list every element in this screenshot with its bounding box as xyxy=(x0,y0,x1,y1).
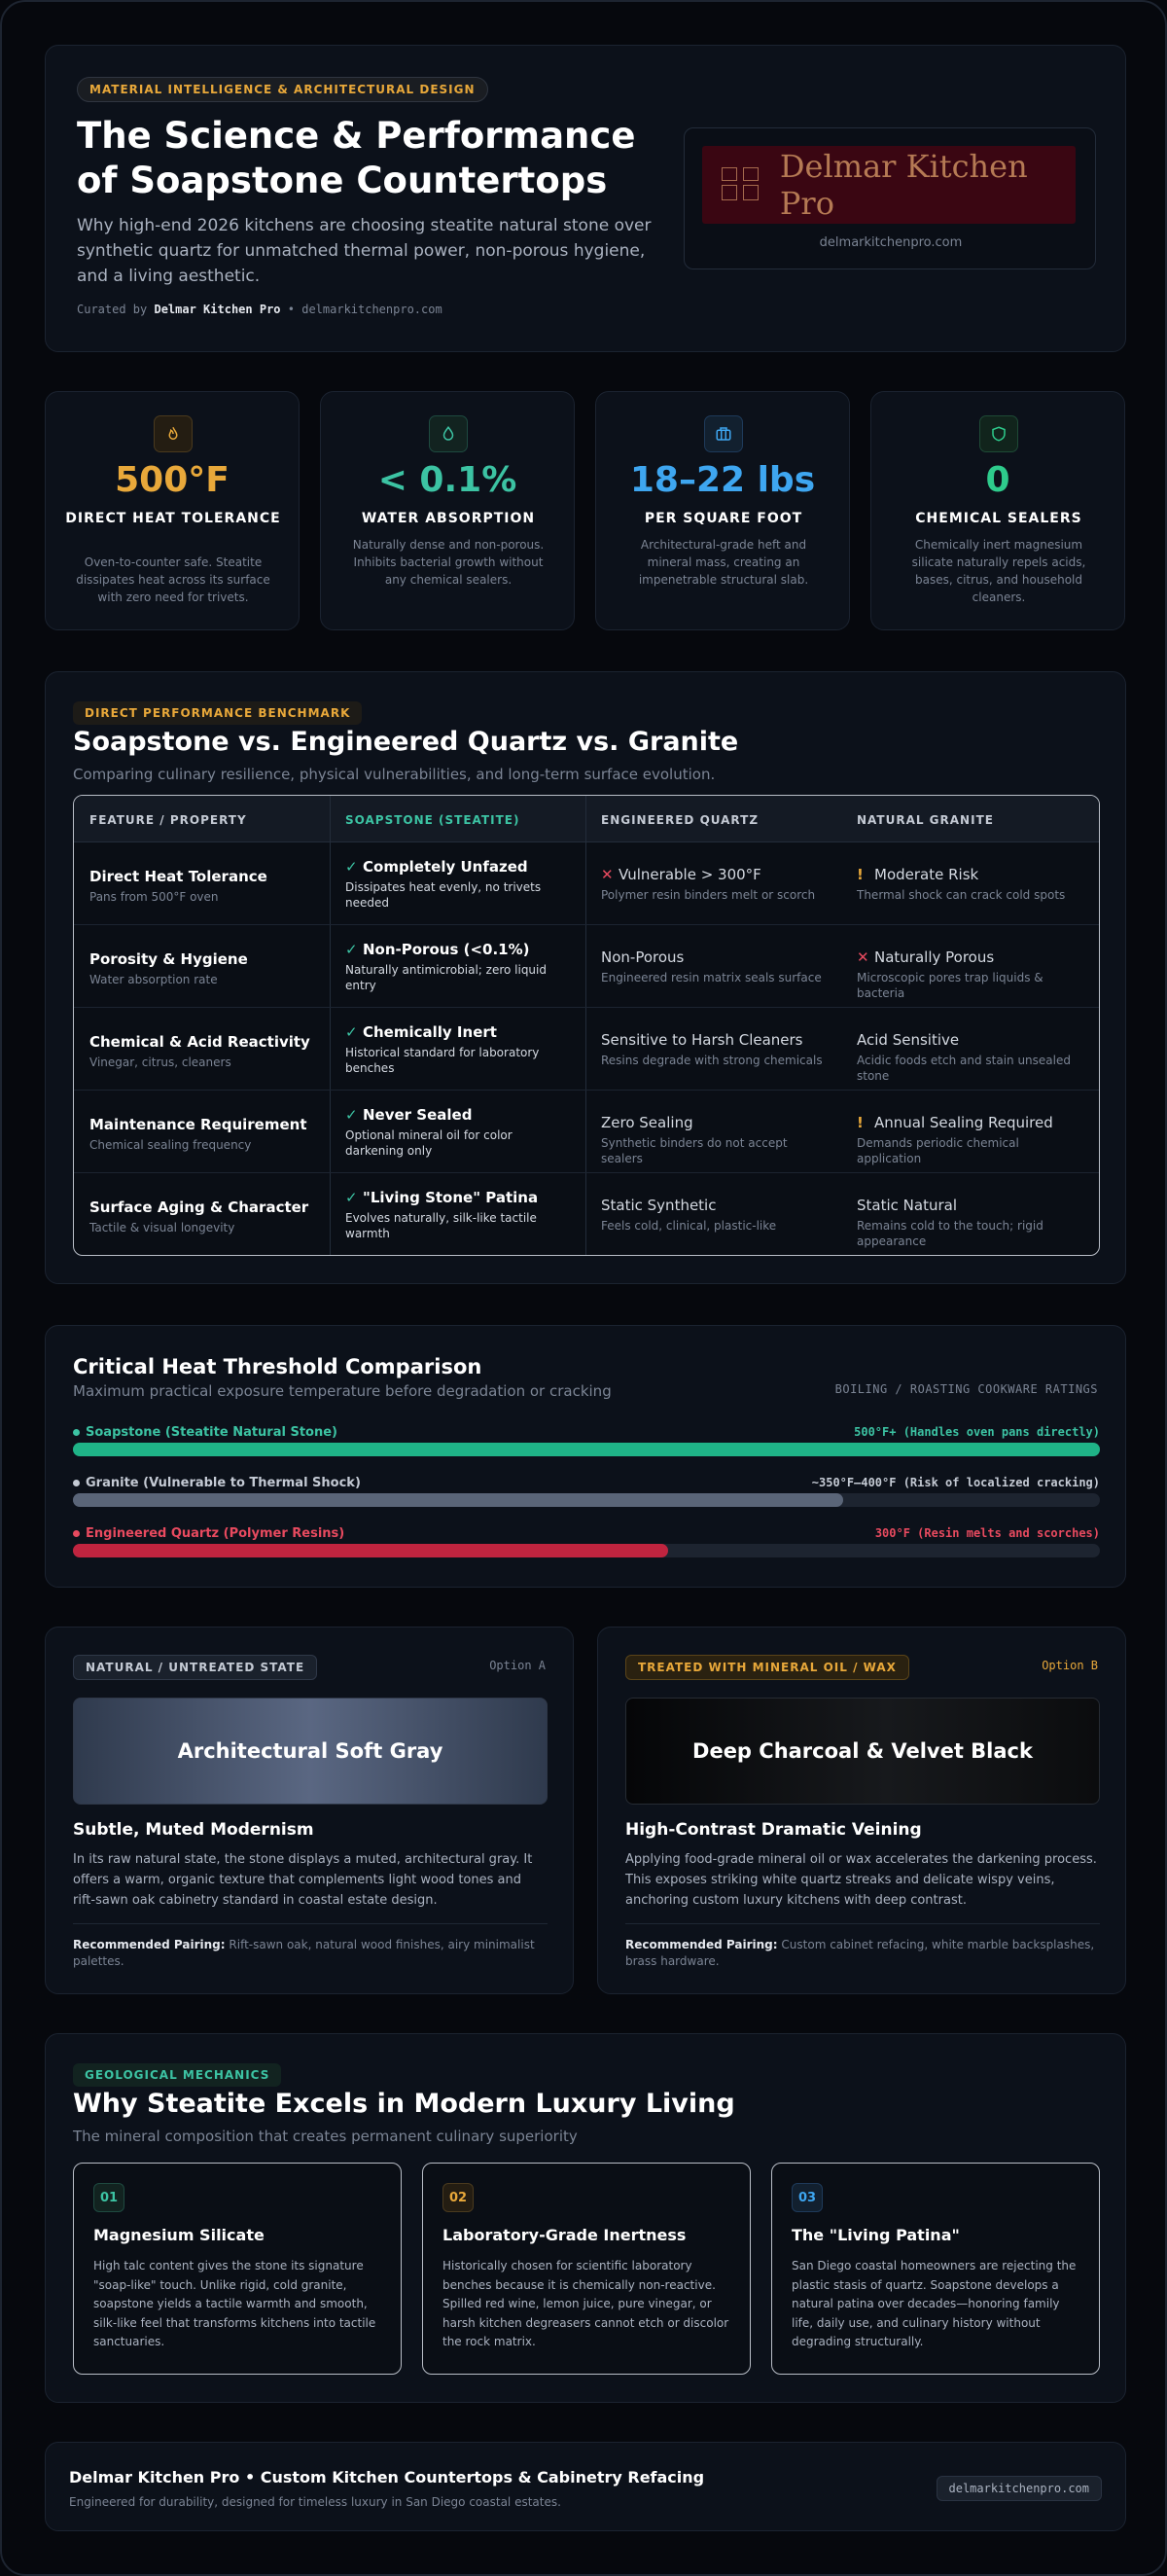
heat-bar-track xyxy=(73,1493,1100,1507)
geological-section xyxy=(45,2033,1126,2403)
row-quartz-sub: Synthetic binders do not accept sealers xyxy=(601,1136,788,1165)
row-feature-sub: Tactile & visual longevity xyxy=(89,1221,235,1234)
row-soapstone: Never Sealed xyxy=(363,1106,473,1124)
cross-icon: ✕ xyxy=(857,948,869,966)
row-granite-sub: Thermal shock can crack cold spots xyxy=(857,888,1066,902)
finish-card-natural xyxy=(45,1627,574,1994)
finish-body: Applying food-grade mineral oil or wax accelerates the darkening process. This exposes striking white quartz streaks and delicate wispy veins, anchoring custom luxury kitchens with deep contrast. xyxy=(625,1852,1097,1908)
stat-card-weight xyxy=(595,391,850,630)
stat-desc: Naturally dense and non-porous. Inhibits bacterial growth without any chemical sealers. xyxy=(352,538,545,587)
logo-box xyxy=(684,127,1096,269)
col-header-quartz: ENGINEERED QUARTZ xyxy=(601,813,760,827)
row-soapstone: Non-Porous (<0.1%) xyxy=(363,941,530,958)
swatch-soft-gray: Architectural Soft Gray xyxy=(73,1698,548,1805)
row-granite: Static Natural xyxy=(857,1197,957,1214)
row-feature: Direct Heat Tolerance xyxy=(89,868,267,885)
heat-bar-value: 300°F (Resin melts and scorches) xyxy=(874,1526,1100,1540)
row-feature-sub: Water absorption rate xyxy=(89,973,218,986)
heat-subtitle: Maximum practical exposure temperature before degradation or cracking xyxy=(73,1382,612,1400)
curated-suffix: • delmarkitchenpro.com xyxy=(287,303,442,316)
geo-card-patina xyxy=(771,2163,1100,2375)
finish-badge: NATURAL / UNTREATED STATE xyxy=(73,1655,317,1680)
row-soapstone-sub: Naturally antimicrobial; zero liquid entry xyxy=(345,963,547,992)
col-header-soapstone: SOAPSTONE (STEATITE) xyxy=(345,813,520,827)
check-icon: ✓ xyxy=(345,1023,358,1041)
curated-prefix: Curated by xyxy=(77,303,148,316)
row-granite-sub: Demands periodic chemical application xyxy=(857,1136,1019,1165)
heat-bar-label: Engineered Quartz (Polymer Resins) xyxy=(73,1526,344,1541)
check-icon: ✓ xyxy=(345,858,358,876)
finish-card-treated xyxy=(597,1627,1126,1994)
stat-desc: Chemically inert magnesium silicate naturally repels acids, bases, citrus, and household cleaners. xyxy=(911,538,1086,604)
finish-title: High-Contrast Dramatic Veining xyxy=(625,1820,922,1840)
geo-card-body: High talc content gives the stone its signature "soap-like" touch. Unlike rigid, cold granite, soapstone yields a tactile warmth and smooth, silk-like feel that transforms kitchens into tactile sanctuaries. xyxy=(93,2259,376,2348)
finish-option: Option A xyxy=(489,1659,546,1672)
briefcase-icon xyxy=(704,415,743,452)
row-soapstone: "Living Stone" Patina xyxy=(363,1189,539,1206)
finish-pairing: Recommended Pairing: Rift-sawn oak, natural wood finishes, airy minimalist palettes. xyxy=(73,1938,535,1968)
geo-badge: GEOLOGICAL MECHANICS xyxy=(73,2063,281,2087)
check-icon: ✓ xyxy=(345,941,358,958)
row-quartz: Static Synthetic xyxy=(601,1197,717,1214)
logo-banner xyxy=(702,146,1076,224)
heat-tag: BOILING / ROASTING COOKWARE RATINGS xyxy=(834,1382,1098,1396)
stat-card-sealers xyxy=(870,391,1125,630)
finish-body: In its raw natural state, the stone displays a muted, architectural gray. It offers a warm, organic texture that complements light wood tones and rift-sawn oak cabinetry standard in coastal estate design. xyxy=(73,1852,533,1908)
table-row xyxy=(74,842,1099,925)
page-title: The Science & Performance of Soapstone Countertops xyxy=(77,115,636,201)
curated-brand: Delmar Kitchen Pro xyxy=(154,303,281,316)
row-granite: Annual Sealing Required xyxy=(874,1114,1053,1131)
geo-card-title: Laboratory-Grade Inertness xyxy=(442,2226,687,2244)
geo-card-body: Historically chosen for scientific laboratory benches because it is chemically non-reactive. Spilled red wine, lemon juice, pure vinegar, or harsh kitchen degreasers cannot etch or discolor the rock matrix. xyxy=(442,2259,729,2348)
curated-line xyxy=(77,303,442,316)
heat-bar-fill xyxy=(73,1544,668,1557)
geo-card-magnesium xyxy=(73,2163,402,2375)
geo-card-inertness xyxy=(422,2163,751,2375)
row-feature-sub: Pans from 500°F oven xyxy=(89,890,219,904)
stat-value: 18–22 lbs xyxy=(629,460,816,500)
geo-card-body: San Diego coastal homeowners are rejecting the plastic stasis of quartz. Soapstone develops a natural patina over decades—honoring family life, daily use, and culinary history without degrading structurally. xyxy=(792,2259,1077,2348)
table-header xyxy=(74,796,1099,842)
hero-badge: MATERIAL INTELLIGENCE & ARCHITECTURAL DESIGN xyxy=(77,77,488,102)
row-feature: Maintenance Requirement xyxy=(89,1116,307,1133)
row-soapstone: Chemically Inert xyxy=(363,1023,497,1041)
row-granite: Acid Sensitive xyxy=(857,1031,960,1049)
row-quartz-sub: Engineered resin matrix seals surface xyxy=(601,971,822,984)
row-granite-sub: Remains cold to the touch; rigid appearance xyxy=(857,1219,1043,1248)
heat-threshold-section xyxy=(45,1325,1126,1588)
row-quartz: Zero Sealing xyxy=(601,1114,693,1131)
table-row xyxy=(74,925,1099,1008)
droplet-icon xyxy=(429,415,468,452)
check-icon: ✓ xyxy=(345,1189,358,1206)
benchmark-subtitle: Comparing culinary resilience, physical vulnerabilities, and long-term surface evolution. xyxy=(73,766,716,783)
geo-card-number: 03 xyxy=(792,2183,823,2212)
hero-subtitle: Why high-end 2026 kitchens are choosing steatite natural stone over synthetic quartz for unmatched thermal power, non-porous hygiene, and a living aesthetic. xyxy=(77,216,652,286)
comparison-table xyxy=(73,795,1100,1256)
row-soapstone-sub: Historical standard for laboratory benches xyxy=(345,1046,540,1075)
stat-label: WATER ABSORPTION xyxy=(361,511,536,526)
row-granite: Moderate Risk xyxy=(874,866,979,883)
heat-bar-value: ~350°F–400°F (Risk of localized cracking) xyxy=(811,1476,1100,1489)
footer-title: Delmar Kitchen Pro • Custom Kitchen Countertops & Cabinetry Refacing xyxy=(69,2468,705,2487)
benchmark-title: Soapstone vs. Engineered Quartz vs. Granite xyxy=(73,727,739,757)
geo-title: Why Steatite Excels in Modern Luxury Living xyxy=(73,2089,735,2119)
row-feature: Porosity & Hygiene xyxy=(89,950,248,968)
shield-icon xyxy=(979,415,1018,452)
geo-card-number: 01 xyxy=(93,2183,124,2212)
row-soapstone-sub: Dissipates heat evenly, no trivets needed xyxy=(345,880,542,910)
table-row xyxy=(74,1091,1099,1173)
stat-value: 0 xyxy=(985,460,1010,500)
geo-card-title: Magnesium Silicate xyxy=(93,2226,265,2244)
row-feature: Chemical & Acid Reactivity xyxy=(89,1033,310,1051)
heat-bar-value: 500°F+ (Handles oven pans directly) xyxy=(854,1425,1100,1439)
warning-icon: ! xyxy=(857,1114,864,1131)
row-quartz: Vulnerable > 300°F xyxy=(619,866,761,883)
stat-desc: Architectural-grade heft and mineral mass, creating an impenetrable structural slab. xyxy=(638,538,809,587)
row-feature: Surface Aging & Character xyxy=(89,1199,309,1216)
logo-url: delmarkitchenpro.com xyxy=(819,235,963,250)
flame-icon xyxy=(154,415,193,452)
heat-bar-label: Soapstone (Steatite Natural Stone) xyxy=(73,1425,337,1440)
row-soapstone-sub: Optional mineral oil for color darkening only xyxy=(345,1128,513,1158)
row-quartz-sub: Feels cold, clinical, plastic-like xyxy=(601,1219,777,1233)
check-icon: ✓ xyxy=(345,1106,358,1124)
cross-icon: ✕ xyxy=(601,866,614,883)
heat-bar-track xyxy=(73,1544,1100,1557)
geo-subtitle: The mineral composition that creates permanent culinary superiority xyxy=(73,2128,578,2145)
benchmark-badge: DIRECT PERFORMANCE BENCHMARK xyxy=(73,701,362,725)
stat-label: DIRECT HEAT TOLERANCE xyxy=(65,511,281,526)
logo-text: Delmar Kitchen Pro xyxy=(779,148,1028,222)
benchmark-section xyxy=(45,671,1126,1284)
heat-bar-track xyxy=(73,1443,1100,1456)
swatch-deep-charcoal: Deep Charcoal & Velvet Black xyxy=(625,1698,1100,1805)
row-granite-sub: Acidic foods etch and stain unsealed stone xyxy=(857,1054,1071,1083)
finish-badge: TREATED WITH MINERAL OIL / WAX xyxy=(625,1655,909,1680)
stat-value: < 0.1% xyxy=(377,460,517,500)
col-header-granite: NATURAL GRANITE xyxy=(857,813,994,827)
heat-bar-fill xyxy=(73,1443,1100,1456)
hero-card xyxy=(45,45,1126,352)
row-quartz: Non-Porous xyxy=(601,948,685,966)
kitchen-cabinet-icon xyxy=(722,165,759,204)
footer xyxy=(45,2442,1126,2531)
row-granite-sub: Microscopic pores trap liquids & bacteria xyxy=(857,971,1043,1000)
geo-card-title: The "Living Patina" xyxy=(792,2226,960,2244)
table-row xyxy=(74,1173,1099,1256)
footer-url-link[interactable]: delmarkitchenpro.com xyxy=(937,2476,1103,2501)
table-row xyxy=(74,1008,1099,1091)
geo-card-number: 02 xyxy=(442,2183,474,2212)
row-quartz-sub: Polymer resin binders melt or scorch xyxy=(601,888,816,902)
stat-label: PER SQUARE FOOT xyxy=(644,511,803,526)
footer-subtitle: Engineered for durability, designed for timeless luxury in San Diego coastal estates. xyxy=(69,2495,561,2509)
row-granite: Naturally Porous xyxy=(874,948,995,966)
stat-card-water xyxy=(320,391,575,630)
col-header-feature: FEATURE / PROPERTY xyxy=(89,813,247,827)
row-feature-sub: Vinegar, citrus, cleaners xyxy=(89,1055,231,1069)
finish-option: Option B xyxy=(1042,1659,1098,1672)
row-soapstone-sub: Evolves naturally, silk-like tactile warmth xyxy=(345,1211,537,1240)
stat-label: CHEMICAL SEALERS xyxy=(915,511,1082,526)
row-feature-sub: Chemical sealing frequency xyxy=(89,1138,252,1152)
row-soapstone: Completely Unfazed xyxy=(363,858,528,876)
warning-icon: ! xyxy=(857,866,864,883)
finish-title: Subtle, Muted Modernism xyxy=(73,1820,314,1840)
stat-card-heat xyxy=(45,391,300,630)
stat-value: 500°F xyxy=(115,460,230,500)
heat-bar-label: Granite (Vulnerable to Thermal Shock) xyxy=(73,1476,361,1490)
finish-pairing: Recommended Pairing: Custom cabinet refacing, white marble backsplashes, brass hardware. xyxy=(625,1938,1095,1968)
row-quartz: Sensitive to Harsh Cleaners xyxy=(601,1031,803,1049)
row-quartz-sub: Resins degrade with strong chemicals xyxy=(601,1054,823,1067)
heat-title: Critical Heat Threshold Comparison xyxy=(73,1355,482,1378)
stat-desc: Oven-to-counter safe. Steatite dissipates heat across its surface with zero need for trivets. xyxy=(76,555,270,604)
heat-bar-fill xyxy=(73,1493,843,1507)
